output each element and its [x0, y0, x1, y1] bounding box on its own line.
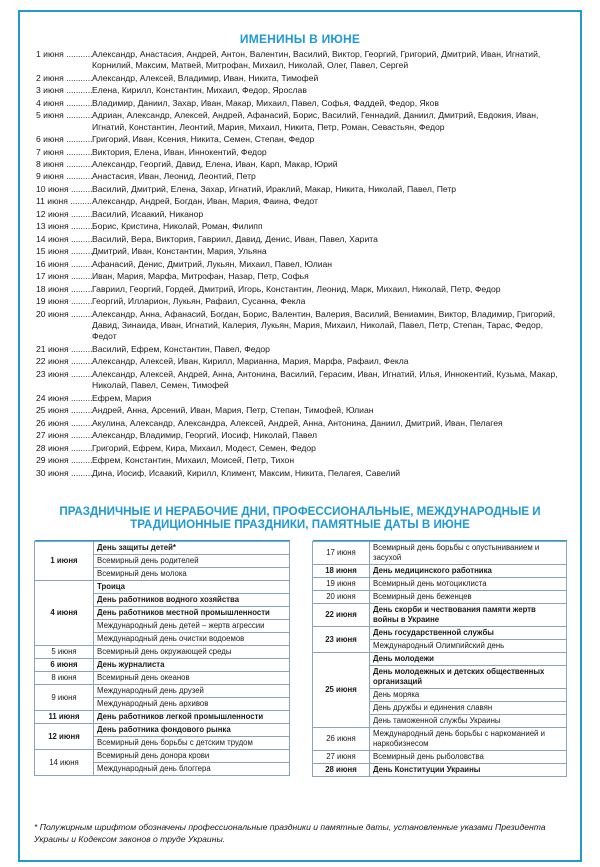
nameday-date: 15 июня ..... — [36, 246, 92, 257]
nameday-names: Ефрем, Мария — [92, 392, 152, 403]
holiday-row — [313, 728, 567, 751]
namedays-list — [36, 49, 566, 480]
holidays-title: ПРАЗДНИЧНЫЕ И НЕРАБОЧИЕ ДНИ, ПРОФЕССИОНАЛЬНЫЕ, МЕЖДУНАРОДНЫЕ И ТРАДИЦИОННЫЕ ПРАЗДНИКИ, ПАМЯТНЫЕ ДАТЫ В ИЮНЕ — [59, 505, 541, 531]
footnote: * Полужирным шрифтом обозначены профессиональные праздники и памятные даты, установленные указами Президента Украины и Кодексом законов о труде Украины. — [34, 822, 546, 844]
nameday-names: Григорий, Иван, Ксения, Никита, Семен, Степан, Федор — [92, 134, 315, 145]
holiday-row — [313, 591, 567, 604]
holiday-name: День дружбы и единения славян — [370, 702, 567, 715]
nameday-names: Александр, Владимир, Георгий, Иосиф, Николай, Павел — [92, 430, 317, 441]
holiday-row — [35, 724, 290, 737]
holiday-name: День моряка — [370, 689, 567, 702]
holiday-row — [313, 653, 567, 666]
nameday-names: Елена, Кирилл, Константин, Михаил, Федор, Ярослав — [92, 85, 307, 96]
holiday-date: 5 июня — [35, 646, 94, 659]
nameday-names: Владимир, Даниил, Захар, Иван, Макар, Михаил, Павел, Софья, Фаддей, Федор, Яков — [92, 97, 439, 108]
nameday-date: 28 июня ..... — [36, 443, 92, 454]
nameday-row — [36, 455, 566, 466]
nameday-date: 6 июня ..... — [36, 134, 92, 145]
holiday-name: Всемирный день рыболовства — [370, 751, 567, 764]
nameday-names: Анастасия, Иван, Леонид, Леонтий, Петр — [92, 171, 256, 182]
nameday-row — [36, 344, 566, 355]
nameday-date: 4 июня ..... — [36, 98, 92, 109]
holiday-name: День молодежных и детских общественных организаций — [370, 666, 567, 689]
nameday-date: 27 июня ..... — [36, 430, 92, 441]
nameday-names: Василий, Исаакий, Никанор — [92, 208, 204, 219]
holiday-name: Всемирный день родителей — [94, 555, 290, 568]
nameday-date: 11 июня ..... — [36, 196, 92, 207]
holiday-date: 17 июня — [313, 542, 370, 565]
nameday-names: Акулина, Александр, Александра, Алексей, Андрей, Анна, Антонина, Даниил, Дмитрий, Иван, Пелагея — [92, 417, 503, 428]
holiday-name: День молодежи — [370, 653, 567, 666]
nameday-date: 2 июня ..... — [36, 73, 92, 84]
holiday-name: День работников легкой промышленности — [94, 711, 290, 724]
nameday-row — [36, 369, 566, 392]
nameday-names: Иван, Мария, Марфа, Митрофан, Назар, Петр, Софья — [92, 271, 309, 282]
nameday-names: Василий, Ефрем, Константин, Павел, Федор — [92, 343, 270, 354]
nameday-date: 5 июня ..... — [36, 110, 92, 133]
nameday-row — [36, 284, 566, 295]
nameday-row — [36, 393, 566, 404]
nameday-names: Александр, Алексей, Владимир, Иван, Никита, Тимофей — [92, 72, 319, 83]
holiday-row — [35, 581, 290, 594]
holiday-name: Международный Олимпийский день — [370, 640, 567, 653]
nameday-row — [36, 405, 566, 416]
holiday-date: 4 июня — [35, 581, 94, 646]
holiday-date: 11 июня — [35, 711, 94, 724]
holiday-date: 19 июня — [313, 578, 370, 591]
holiday-row — [313, 751, 567, 764]
holiday-name: Троица — [94, 581, 290, 594]
holiday-name: Международный день очистки водоемов — [94, 633, 290, 646]
nameday-date: 3 июня ..... — [36, 85, 92, 96]
holiday-row — [313, 627, 567, 640]
holiday-name: День журналиста — [94, 659, 290, 672]
nameday-date: 7 июня ..... — [36, 147, 92, 158]
holiday-date: 25 июня — [313, 653, 370, 728]
nameday-names: Василий, Вера, Виктория, Гавриил, Давид, Денис, Иван, Павел, Харита — [92, 233, 378, 244]
nameday-row — [36, 309, 566, 343]
holiday-row — [313, 764, 567, 777]
holiday-row — [35, 685, 290, 698]
holiday-name: День скорби и чествования памяти жертв войны в Украине — [370, 604, 567, 627]
nameday-names: Василий, Дмитрий, Елена, Захар, Игнатий, Ираклий, Макар, Никита, Николай, Павел, Петр — [92, 183, 457, 194]
nameday-row — [36, 221, 566, 232]
nameday-row — [36, 443, 566, 454]
holiday-name: Всемирный день океанов — [94, 672, 290, 685]
holiday-date: 6 июня — [35, 659, 94, 672]
holidays-table-right — [312, 540, 567, 777]
nameday-date: 8 июня ..... — [36, 159, 92, 170]
holiday-row — [35, 750, 290, 763]
holiday-date: 22 июня — [313, 604, 370, 627]
holiday-name: Международный день борьбы с наркоманией и наркобизнесом — [370, 728, 567, 751]
holiday-date: 23 июня — [313, 627, 370, 653]
nameday-date: 23 июня ..... — [36, 369, 92, 392]
nameday-date: 18 июня ..... — [36, 284, 92, 295]
nameday-row — [36, 209, 566, 220]
holiday-name: День государственной службы — [370, 627, 567, 640]
nameday-row — [36, 171, 566, 182]
nameday-date: 13 июня ..... — [36, 221, 92, 232]
nameday-names: Андрей, Анна, Арсений, Иван, Мария, Петр, Степан, Тимофей, Юлиан — [92, 405, 374, 416]
holiday-date: 9 июня — [35, 685, 94, 711]
nameday-row — [36, 418, 566, 429]
nameday-row — [36, 184, 566, 195]
holiday-date: 12 июня — [35, 724, 94, 750]
nameday-names: Дина, Иосиф, Исаакий, Кирилл, Климент, Максим, Никита, Пелагея, Савелий — [92, 467, 401, 478]
nameday-row — [36, 271, 566, 282]
holiday-date: 27 июня — [313, 751, 370, 764]
nameday-date: 26 июня ..... — [36, 418, 92, 429]
holiday-name: День таможенной службы Украины — [370, 715, 567, 728]
nameday-names: Ефрем, Константин, Михаил, Моисей, Петр, Тихон — [92, 455, 295, 466]
nameday-names: Александр, Анна, Афанасий, Богдан, Борис, Валентин, Валерия, Василий, Вениамин, Виктор, Владимир, Григорий, Давид, Зинаида, Иван, Игнатий, Калерия, Лукьян, Мария, Михаил, Николай, Павел, Петр, Степан, Тарас, Федор, Федот — [92, 308, 556, 342]
holiday-row — [35, 672, 290, 685]
nameday-date: 20 июня ..... — [36, 309, 92, 343]
nameday-row — [36, 159, 566, 170]
nameday-date: 16 июня ..... — [36, 259, 92, 270]
nameday-names: Григорий, Ефрем, Кира, Михаил, Модест, Семен, Федор — [92, 442, 316, 453]
holidays-table-left — [34, 540, 290, 776]
holiday-name: Международный день детей – жертв агрессии — [94, 620, 290, 633]
nameday-date: 14 июня ..... — [36, 234, 92, 245]
holiday-name: День Конституции Украины — [370, 764, 567, 777]
holiday-row — [35, 711, 290, 724]
holiday-name: Международный день блоггера — [94, 763, 290, 776]
nameday-date: 10 июня ..... — [36, 184, 92, 195]
nameday-date: 21 июня ..... — [36, 344, 92, 355]
holiday-name: Всемирный день донора крови — [94, 750, 290, 763]
nameday-date: 19 июня ..... — [36, 296, 92, 307]
holiday-name: День медицинского работника — [370, 565, 567, 578]
holiday-name: День работника фондового рынка — [94, 724, 290, 737]
holiday-name: День защиты детей* — [94, 542, 290, 555]
nameday-row — [36, 134, 566, 145]
nameday-names: Дмитрий, Иван, Константин, Мария, Ульяна — [92, 246, 267, 257]
holiday-name: Всемирный день борьбы с опустыниванием и засухой — [370, 542, 567, 565]
nameday-names: Георгий, Илларион, Лукьян, Рафаил, Сусанна, Фекла — [92, 296, 306, 307]
nameday-row — [36, 73, 566, 84]
holiday-date: 14 июня — [35, 750, 94, 776]
nameday-names: Борис, Кристина, Николай, Роман, Филипп — [92, 221, 263, 232]
nameday-date: 29 июня ..... — [36, 455, 92, 466]
nameday-date: 24 июня ..... — [36, 393, 92, 404]
nameday-date: 25 июня ..... — [36, 405, 92, 416]
holiday-row — [35, 542, 290, 555]
holiday-date: 20 июня — [313, 591, 370, 604]
nameday-row — [36, 110, 566, 133]
nameday-row — [36, 430, 566, 441]
nameday-row — [36, 98, 566, 109]
nameday-row — [36, 49, 566, 72]
holiday-row — [313, 542, 567, 565]
nameday-row — [36, 259, 566, 270]
nameday-row — [36, 147, 566, 158]
nameday-date: 22 июня ..... — [36, 356, 92, 367]
nameday-row — [36, 196, 566, 207]
nameday-names: Александр, Алексей, Иван, Кирилл, Марианна, Мария, Марфа, Рафаил, Фекла — [92, 356, 409, 367]
holiday-name: Всемирный день беженцев — [370, 591, 567, 604]
holiday-name: Международный день друзей — [94, 685, 290, 698]
nameday-date: 12 июня ..... — [36, 209, 92, 220]
namedays-title: ИМЕНИНЫ В ИЮНЕ — [239, 32, 361, 46]
nameday-date: 1 июня ..... — [36, 49, 92, 72]
holiday-name: Всемирный день молока — [94, 568, 290, 581]
holiday-row — [313, 604, 567, 627]
holiday-name: Всемирный день окружающей среды — [94, 646, 290, 659]
holiday-name: Всемирный день мотоциклиста — [370, 578, 567, 591]
nameday-row — [36, 296, 566, 307]
nameday-names: Виктория, Елена, Иван, Иннокентий, Федор — [92, 146, 267, 157]
nameday-row — [36, 234, 566, 245]
nameday-names: Адриан, Александр, Алексей, Андрей, Афанасий, Борис, Василий, Геннадий, Даниил, Дмитрий, Евдокия, Иван, Игнатий, Константин, Леонтий, Мария, Михаил, Никита, Петр, Роман, Севастьян, Федор — [92, 110, 539, 132]
holiday-date: 26 июня — [313, 728, 370, 751]
holiday-name: День работников местной промышленности — [94, 607, 290, 620]
holiday-row — [313, 578, 567, 591]
holiday-name: День работников водного хозяйства — [94, 594, 290, 607]
nameday-date: 30 июня ..... — [36, 468, 92, 479]
nameday-names: Александр, Алексей, Андрей, Анна, Антонина, Василий, Герасим, Иван, Игнатий, Илья, Иннокентий, Кузьма, Макар, Николай, Павел, Семен, Тимофей — [92, 368, 558, 391]
holiday-row — [35, 646, 290, 659]
nameday-names: Александр, Анастасия, Андрей, Антон, Валентин, Василий, Виктор, Георгий, Григорий, Дмитрий, Иван, Игнатий, Корнилий, Максим, Матвей, Митрофан, Михаил, Николай, Олег, Павел, Сергей — [92, 49, 541, 71]
nameday-names: Александр, Георгий, Давид, Елена, Иван, Карп, Макар, Юрий — [92, 158, 338, 169]
holiday-date: 28 июня — [313, 764, 370, 777]
holiday-name: Международный день архивов — [94, 698, 290, 711]
holiday-row — [35, 659, 290, 672]
nameday-row — [36, 356, 566, 367]
nameday-names: Афанасий, Денис, Дмитрий, Лукьян, Михаил, Павел, Юлиан — [92, 258, 333, 269]
holiday-row — [313, 565, 567, 578]
nameday-names: Гавриил, Георгий, Гордей, Дмитрий, Игорь, Константин, Леонид, Марк, Михаил, Николай, Петр, Федор — [92, 283, 501, 294]
holiday-date: 8 июня — [35, 672, 94, 685]
nameday-row — [36, 468, 566, 479]
nameday-row — [36, 246, 566, 257]
holiday-date: 18 июня — [313, 565, 370, 578]
holiday-date: 1 июня — [35, 542, 94, 581]
nameday-names: Александр, Андрей, Богдан, Иван, Мария, Фаина, Федот — [92, 196, 318, 207]
holiday-name: Всемирный день борьбы с детским трудом — [94, 737, 290, 750]
nameday-row — [36, 85, 566, 96]
nameday-date: 9 июня ..... — [36, 171, 92, 182]
nameday-date: 17 июня ..... — [36, 271, 92, 282]
